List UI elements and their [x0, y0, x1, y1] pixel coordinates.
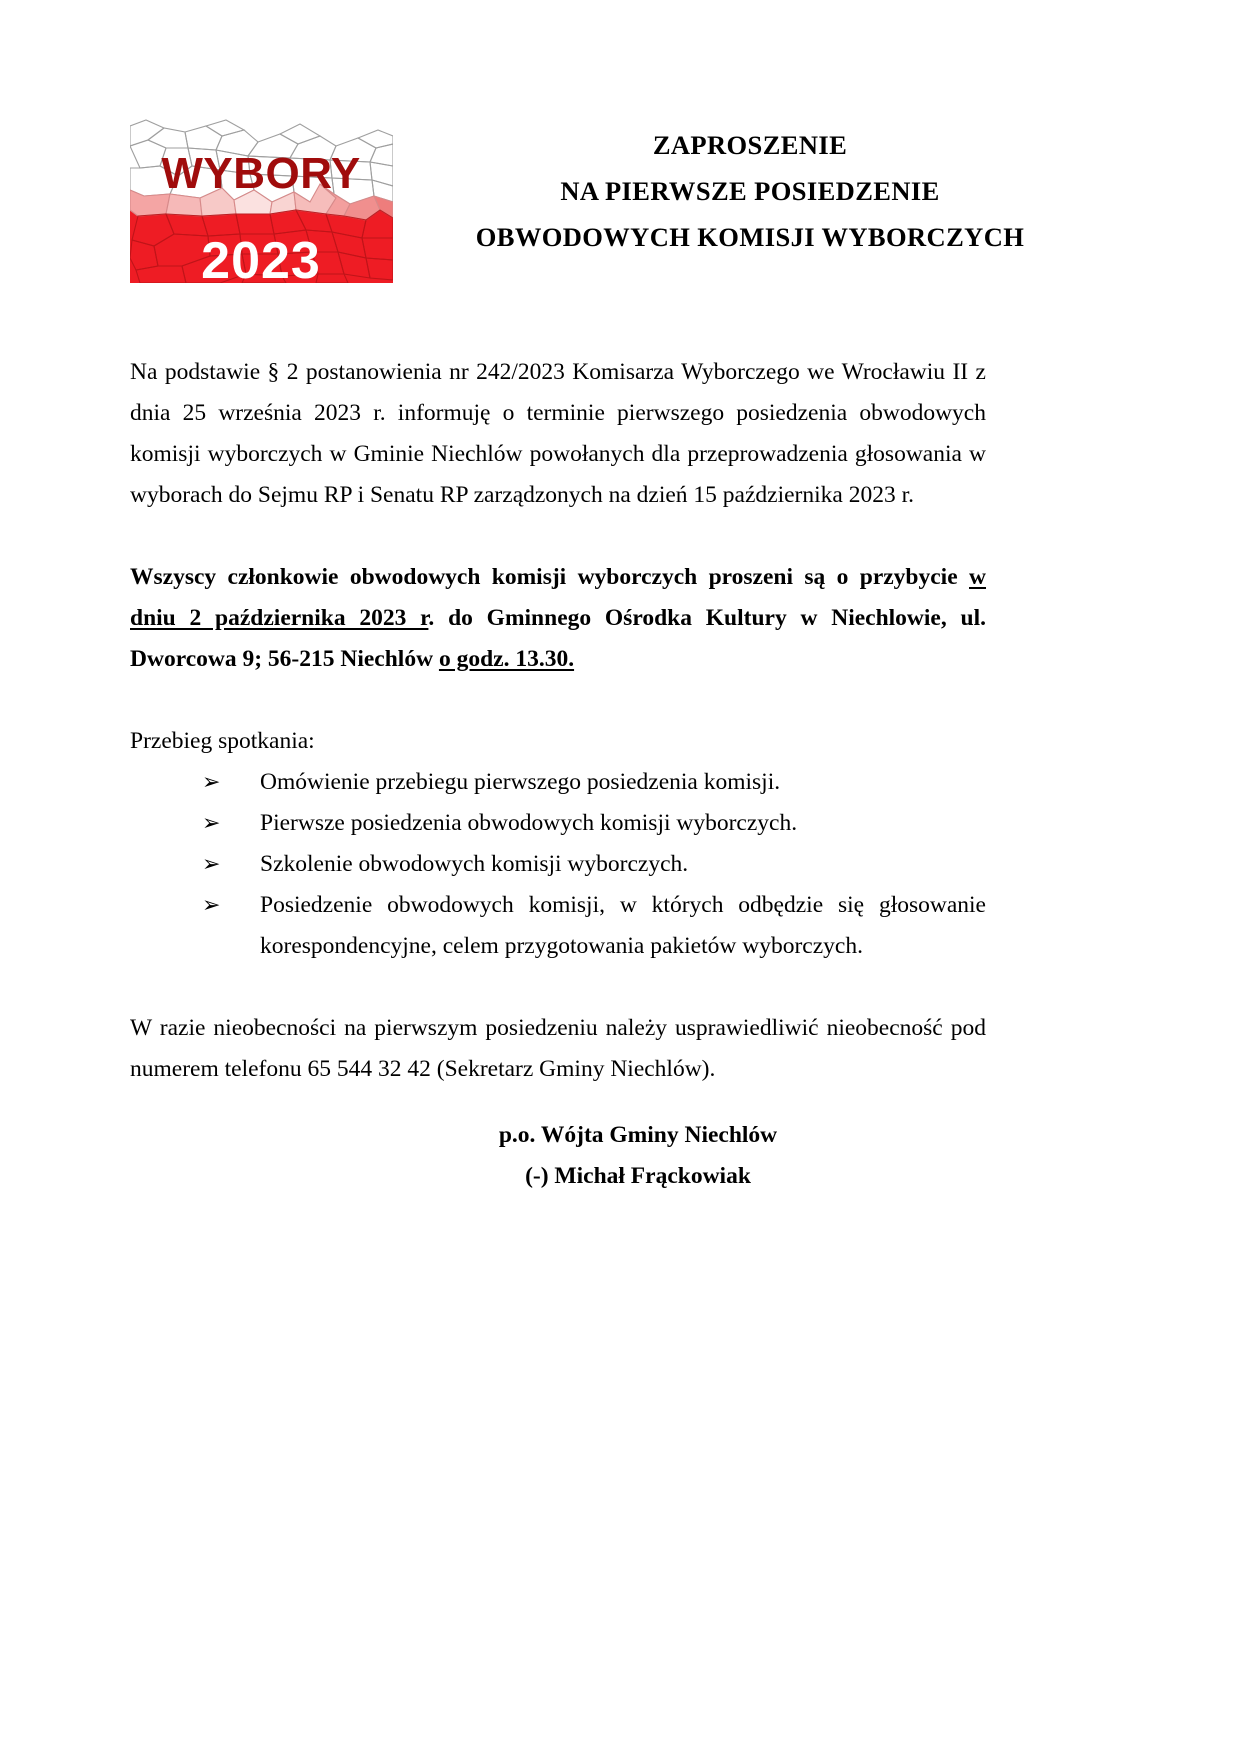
document-body [130, 352, 986, 1090]
svg-text:2023: 2023 [201, 232, 321, 283]
spacer [130, 967, 986, 1008]
title-line-3: OBWODOWYCH KOMISJI WYBORCZYCH [475, 222, 1025, 252]
signature-name: (-) Michał Frąckowiak [525, 1163, 751, 1189]
absence-paragraph: W razie nieobecności na pierwszym posiedzeniu należy usprawiedliwić nieobecność pod numerem telefonu 65 544 32 42 (Sekretarz Gminy Niechlów). [130, 1015, 986, 1082]
agenda-list [130, 762, 986, 967]
call-part-1: Wszyscy członkowie obwodowych komisji wyborczych proszeni są o przybycie [130, 564, 970, 590]
list-item [202, 762, 986, 803]
svg-text:WYBORY: WYBORY [161, 149, 361, 198]
arrow-bullet-icon: ➢ [202, 770, 221, 795]
signature-block [130, 1115, 986, 1197]
list-item-label: Szkolenie obwodowych komisji wyborczych. [260, 851, 689, 877]
title-line-2: NA PIERWSZE POSIEDZENIE [560, 176, 940, 206]
call-time-underlined: o godz. 13.30. [438, 646, 575, 672]
wybory-2023-logo [130, 118, 393, 283]
list-item-label: Posiedzenie obwodowych komisji, w których odbędzie się głosowanie korespondencyjne, celem przygotowania pakietów wyborczych. [260, 892, 986, 959]
document-header [0, 110, 1240, 295]
call-to-attend-paragraph [130, 557, 986, 680]
arrow-bullet-icon: ➢ [202, 893, 221, 918]
intro-paragraph: Na podstawie § 2 postanowienia nr 242/2023 Komisarza Wyborczego we Wrocławiu II z dnia 25 września 2023 r. informuję o terminie pierwszego posiedzenia obwodowych komisji wyborczych w Gminie Niechlów powołanych dla przeprowadzenia głosowania w wyborach do Sejmu RP i Senatu RP zarządzonych na dzień 15 października 2023 r. [130, 359, 986, 508]
call-part-2: . do Gminnego Ośrodka Kultury w Niechlowie, ul. Dworcowa 9; 56-215 Niechlów [130, 605, 986, 672]
arrow-bullet-icon: ➢ [202, 852, 221, 877]
list-item-label: Omówienie przebiegu pierwszego posiedzenia komisji. [260, 769, 781, 795]
spacer [130, 680, 986, 721]
arrow-bullet-icon: ➢ [202, 811, 221, 836]
list-item [202, 844, 986, 885]
call-date-underlined: w dniu 2 października 2023 r [130, 564, 986, 631]
list-item-label: Pierwsze posiedzenia obwodowych komisji wyborczych. [260, 810, 798, 836]
list-item [202, 803, 986, 844]
signature-role: p.o. Wójta Gminy Niechlów [498, 1122, 778, 1148]
document-title [400, 122, 1100, 260]
title-line-1: ZAPROSZENIE [652, 130, 848, 160]
spacer [130, 516, 986, 557]
agenda-heading: Przebieg spotkania: [130, 728, 315, 754]
list-item [202, 885, 986, 967]
